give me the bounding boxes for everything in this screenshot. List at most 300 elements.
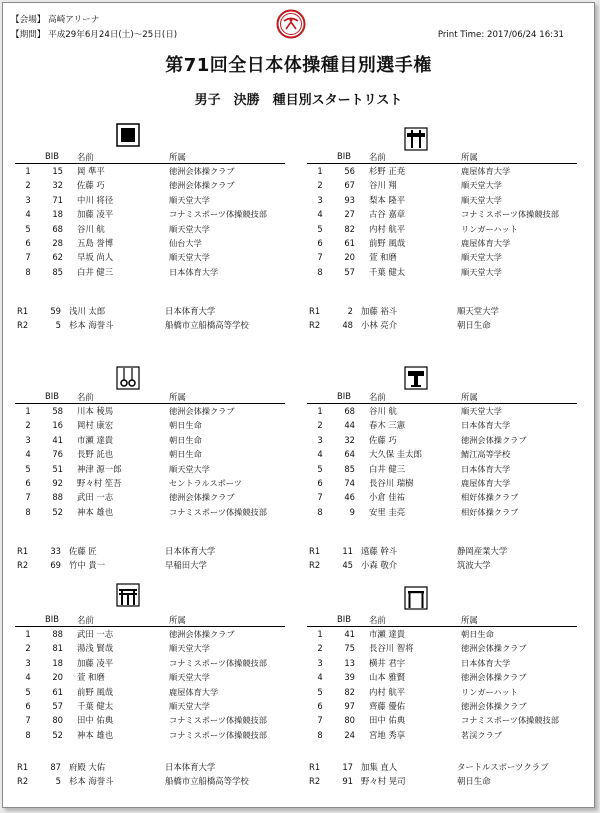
start-order: 7 — [317, 715, 323, 726]
event-block-pommel-horse — [307, 151, 577, 279]
athlete-name: 武田 一志 — [77, 629, 114, 639]
start-order: 3 — [25, 657, 31, 668]
athlete-row — [15, 685, 285, 699]
reserves-pommel-horse — [309, 304, 599, 333]
pommel-horse-icon — [404, 127, 428, 151]
athlete-name: 萱 和磨 — [369, 252, 397, 263]
athlete-name: 大久保 圭太郎 — [369, 449, 422, 460]
bib-number: 71 — [52, 194, 63, 205]
athlete-name: 加藤 裕斗 — [361, 306, 398, 316]
athlete-row — [307, 236, 577, 250]
bib-number: 87 — [50, 762, 61, 772]
start-order: 7 — [25, 492, 31, 503]
bib-number: 56 — [344, 166, 355, 176]
bib-header: BIB — [337, 614, 351, 624]
rings-icon — [116, 366, 140, 390]
athlete-name: 齊藤 優佑 — [369, 700, 406, 711]
bib-number: 82 — [344, 686, 355, 697]
athlete-name: 岡 準平 — [77, 166, 105, 176]
athlete-name: 中川 将径 — [77, 194, 114, 205]
start-order: 4 — [317, 672, 323, 683]
bib-number: 32 — [52, 180, 63, 191]
start-order: 2 — [25, 643, 31, 654]
athlete-row — [15, 433, 285, 447]
athlete-club: 鯖江高等学校 — [461, 449, 511, 460]
bib-number: 82 — [344, 223, 355, 234]
club-header: 所属 — [461, 392, 478, 402]
athlete-club: 徳洲会体操クラブ — [169, 166, 235, 176]
athlete-name: 春木 三憲 — [369, 420, 406, 431]
reserve-row — [17, 774, 307, 788]
column-header — [307, 614, 577, 627]
bib-number: 74 — [344, 477, 355, 488]
athlete-name: 佐藤 巧 — [369, 434, 397, 445]
athlete-club: リンガーハット — [461, 686, 518, 697]
athlete-club: コナミスポーツ体操競技部 — [169, 657, 267, 668]
club-header: 所属 — [169, 615, 186, 625]
start-order: 4 — [25, 672, 31, 683]
start-order: 5 — [317, 463, 323, 474]
athlete-club: 徳洲会体操クラブ — [169, 629, 235, 639]
athlete-name: 府殿 大佑 — [69, 762, 106, 772]
bib-number: 13 — [344, 657, 355, 668]
bib-number: 91 — [342, 776, 353, 787]
start-order: 5 — [317, 223, 323, 234]
bib-number: 20 — [52, 672, 63, 683]
name-header: 名前 — [369, 392, 386, 402]
athlete-name: 杉本 海誉斗 — [69, 320, 114, 331]
bib-number: 45 — [342, 560, 353, 571]
reserve-row — [309, 760, 599, 774]
name-header: 名前 — [77, 152, 94, 162]
bib-header: BIB — [337, 391, 351, 401]
athlete-name: 神本 雄也 — [77, 729, 114, 740]
start-order: 5 — [25, 686, 31, 697]
bib-number: 51 — [52, 463, 63, 474]
athlete-name: 田中 佑典 — [77, 715, 114, 726]
athlete-name: 神津 源一郎 — [77, 463, 122, 474]
start-order: 6 — [317, 700, 323, 711]
bib-number: 88 — [52, 629, 63, 639]
start-order: 3 — [25, 194, 31, 205]
athlete-club: コナミスポーツ体操競技部 — [169, 506, 267, 517]
athlete-name: 市瀬 達貴 — [77, 434, 114, 445]
athlete-row — [307, 670, 577, 684]
start-order: 7 — [317, 252, 323, 263]
bib-number: 27 — [344, 209, 355, 220]
bib-number: 57 — [344, 266, 355, 277]
athlete-club: 鹿屋体育大学 — [461, 477, 511, 488]
column-header — [15, 614, 285, 627]
reserve-row — [309, 304, 599, 318]
period-label: 【期間】 平成29年6月24日(土)～25日(日) — [11, 30, 178, 40]
athlete-club: 筑波大学 — [457, 560, 491, 571]
athlete-row — [15, 641, 285, 655]
athlete-name: 安里 圭亮 — [369, 506, 406, 517]
athlete-club: コナミスポーツ体操競技部 — [169, 209, 267, 220]
reserves-horizontal-bar — [309, 760, 599, 789]
reserve-row — [309, 558, 599, 572]
event-block-rings — [15, 391, 285, 519]
start-order: 2 — [317, 420, 323, 431]
start-order: 6 — [25, 700, 31, 711]
athlete-name: 市瀬 達貴 — [369, 629, 406, 639]
athlete-name: 竹中 貴一 — [69, 560, 106, 571]
reserves-vault — [309, 544, 599, 573]
page-subtitle: 男子 決勝 種目別スタートリスト — [194, 93, 403, 108]
athlete-club: 鹿屋体育大学 — [169, 686, 219, 697]
bib-number: 69 — [50, 560, 61, 571]
bib-header: BIB — [337, 151, 351, 161]
athlete-name: 遠藤 幹斗 — [361, 546, 398, 556]
reserve-row — [17, 318, 307, 332]
athlete-row — [15, 462, 285, 476]
athlete-name: 田中 佑典 — [369, 715, 406, 726]
athlete-row — [307, 476, 577, 490]
athlete-club: 順天堂大学 — [461, 194, 502, 205]
athlete-row — [15, 670, 285, 684]
column-header — [307, 151, 577, 164]
bib-number: 68 — [52, 223, 63, 234]
athlete-name: 五島 誉博 — [77, 237, 114, 248]
start-order: 2 — [317, 180, 323, 191]
reserves-floor — [17, 304, 307, 333]
start-order: 1 — [25, 166, 31, 176]
start-order: 7 — [25, 252, 31, 263]
athlete-club: 日本体育大学 — [165, 546, 216, 556]
athlete-row — [15, 236, 285, 250]
bib-number: 76 — [52, 449, 63, 460]
athlete-club: リンガーハット — [461, 223, 518, 234]
athlete-row — [15, 728, 285, 742]
bib-number: 2 — [347, 306, 353, 316]
athlete-name: 加集 直人 — [361, 762, 398, 772]
athlete-name: 谷川 航 — [369, 406, 397, 416]
club-header: 所属 — [169, 392, 186, 402]
bib-number: 57 — [52, 700, 63, 711]
athlete-club: 順天堂大学 — [169, 252, 210, 263]
bib-header: BIB — [45, 614, 59, 624]
federation-logo-icon — [276, 9, 306, 39]
athlete-club: 日本体育大学 — [169, 266, 219, 277]
athlete-row — [15, 404, 285, 418]
vault-icon — [404, 366, 428, 390]
start-order: 5 — [25, 223, 31, 234]
athlete-row — [15, 418, 285, 432]
start-order: 4 — [317, 209, 323, 220]
start-order: 1 — [317, 406, 323, 416]
start-order: 6 — [25, 237, 31, 248]
reserve-row — [17, 760, 307, 774]
bib-number: 61 — [344, 237, 355, 248]
athlete-row — [15, 476, 285, 490]
athlete-club: 日本体育大学 — [165, 762, 216, 772]
athlete-row — [307, 699, 577, 713]
athlete-name: 千葉 健太 — [369, 266, 406, 277]
bib-number: 68 — [344, 406, 355, 416]
athlete-name: 内村 航平 — [369, 686, 406, 697]
athlete-club: 日本体育大学 — [461, 420, 511, 431]
athlete-row — [307, 627, 577, 641]
athlete-row — [15, 265, 285, 279]
reserve-label: R1 — [17, 306, 29, 316]
bib-number: 88 — [52, 492, 63, 503]
athlete-club: 徳洲会体操クラブ — [461, 643, 527, 654]
column-header — [15, 391, 285, 404]
bib-number: 15 — [52, 166, 63, 176]
start-order: 2 — [25, 420, 31, 431]
athlete-row — [15, 222, 285, 236]
athlete-club: タートルスポーツクラブ — [457, 762, 549, 772]
reserves-parallel-bars — [17, 760, 307, 789]
athlete-club: 鹿屋体育大学 — [461, 237, 511, 248]
start-list-page — [2, 2, 595, 808]
athlete-row — [15, 207, 285, 221]
athlete-name: 山本 雅賢 — [369, 672, 406, 683]
athlete-row — [15, 490, 285, 504]
athlete-club: 朝日生命 — [457, 776, 491, 787]
athlete-club: 朝日生命 — [457, 320, 491, 331]
column-header — [15, 151, 285, 164]
athlete-club: コナミスポーツ体操競技部 — [169, 715, 267, 726]
athlete-club: 徳洲会体操クラブ — [461, 672, 527, 683]
reserve-label: R2 — [17, 320, 29, 331]
athlete-name: 佐藤 巧 — [77, 180, 105, 191]
athlete-name: 武田 一志 — [77, 492, 114, 503]
athlete-row — [15, 505, 285, 519]
bib-number: 46 — [344, 492, 355, 503]
page-title: 第71回全日本体操種目別選手権 — [165, 55, 432, 76]
athlete-club: 朝日生命 — [169, 449, 202, 460]
print-time: Print Time: 2017/06/24 16:31 — [437, 30, 564, 40]
athlete-row — [15, 713, 285, 727]
athlete-club: 順天堂大学 — [457, 306, 499, 316]
athlete-name: 谷川 航 — [77, 223, 105, 234]
horizontal-bar-icon — [404, 586, 428, 610]
event-block-parallel-bars — [15, 614, 285, 742]
start-order: 8 — [317, 729, 323, 740]
reserve-label: R2 — [309, 320, 321, 331]
start-order: 1 — [317, 629, 323, 639]
bib-number: 17 — [342, 762, 353, 772]
athlete-name: 小森 敬介 — [361, 560, 398, 571]
bib-number: 80 — [344, 715, 355, 726]
athlete-row — [307, 728, 577, 742]
start-order: 3 — [317, 434, 323, 445]
athlete-club: コナミスポーツ体操競技部 — [169, 729, 267, 740]
reserve-label: R2 — [17, 776, 29, 787]
athlete-club: 徳洲会体操クラブ — [169, 180, 235, 191]
athlete-name: 梨本 隆平 — [369, 194, 406, 205]
athlete-club: 順天堂大学 — [169, 463, 210, 474]
reserve-row — [17, 304, 307, 318]
athlete-row — [307, 404, 577, 418]
start-order: 8 — [25, 506, 31, 517]
athlete-row — [15, 656, 285, 670]
event-block-horizontal-bar — [307, 614, 577, 742]
reserves-rings — [17, 544, 307, 573]
start-order: 8 — [317, 506, 323, 517]
athlete-row — [15, 447, 285, 461]
athlete-name: 野々村 笙吾 — [77, 477, 122, 488]
athlete-name: 湯浅 賢哉 — [77, 643, 114, 654]
athlete-row — [307, 462, 577, 476]
athlete-name: 杉野 正尭 — [369, 166, 406, 176]
bib-number: 97 — [344, 700, 355, 711]
athlete-name: 野々村 晃司 — [361, 776, 406, 787]
bib-number: 52 — [52, 506, 63, 517]
reserve-label: R2 — [17, 560, 29, 571]
athlete-name: 古谷 嘉章 — [369, 209, 406, 220]
athlete-row — [15, 699, 285, 713]
bib-number: 18 — [52, 209, 63, 220]
athlete-row — [307, 713, 577, 727]
athlete-club: 順天堂大学 — [461, 252, 502, 263]
athlete-name: 佐藤 匠 — [69, 546, 97, 556]
bib-number: 67 — [344, 180, 355, 191]
athlete-name: 宮地 秀享 — [369, 729, 406, 740]
athlete-name: 前野 風哉 — [369, 237, 406, 248]
bib-number: 80 — [52, 715, 63, 726]
bib-number: 64 — [344, 449, 355, 460]
athlete-club: 順天堂大学 — [461, 180, 502, 191]
athlete-club: コナミスポーツ体操競技部 — [461, 715, 559, 726]
reserve-row — [309, 318, 599, 332]
start-order: 1 — [25, 406, 31, 416]
athlete-row — [307, 641, 577, 655]
athlete-name: 千葉 健太 — [77, 700, 114, 711]
athlete-row — [307, 418, 577, 432]
reserve-label: R1 — [17, 762, 29, 772]
bib-number: 18 — [52, 657, 63, 668]
floor-exercise-icon — [116, 123, 140, 147]
athlete-club: 順天堂大学 — [461, 266, 502, 277]
venue-label: 【会場】 高崎アリーナ — [11, 15, 100, 25]
athlete-name: 小林 亮介 — [361, 320, 398, 331]
parallel-bars-icon — [116, 583, 140, 607]
athlete-club: 朝日生命 — [169, 420, 202, 431]
bib-number: 11 — [342, 546, 353, 556]
athlete-club: 順天堂大学 — [169, 194, 210, 205]
athlete-club: 鹿屋体育大学 — [461, 166, 511, 176]
athlete-name: 前野 風哉 — [77, 686, 114, 697]
start-order: 6 — [317, 237, 323, 248]
reserve-label: R1 — [309, 306, 321, 316]
athlete-row — [307, 447, 577, 461]
start-order: 8 — [25, 729, 31, 740]
athlete-club: コナミスポーツ体操競技部 — [461, 209, 559, 220]
bib-number: 20 — [344, 252, 355, 263]
reserve-label: R1 — [309, 546, 321, 556]
athlete-row — [15, 627, 285, 641]
club-header: 所属 — [461, 615, 478, 625]
athlete-club: 朝日生命 — [169, 434, 202, 445]
athlete-club: 徳洲会体操クラブ — [169, 492, 235, 503]
athlete-row — [307, 505, 577, 519]
athlete-name: 谷川 翔 — [369, 180, 397, 191]
bib-header: BIB — [45, 391, 59, 401]
athlete-club: 日本体育大学 — [461, 657, 511, 668]
athlete-row — [307, 193, 577, 207]
athlete-name: 白井 健三 — [77, 266, 114, 277]
bib-number: 5 — [55, 320, 61, 331]
name-header: 名前 — [77, 615, 94, 625]
start-order: 3 — [25, 434, 31, 445]
athlete-row — [15, 250, 285, 264]
athlete-name: 加藤 凌平 — [77, 209, 114, 220]
reserve-row — [309, 544, 599, 558]
bib-number: 33 — [50, 546, 61, 556]
bib-number: 41 — [52, 434, 63, 445]
bib-number: 44 — [344, 420, 355, 431]
start-order: 4 — [25, 449, 31, 460]
athlete-name: 岡村 康宏 — [77, 420, 114, 431]
start-order: 3 — [317, 194, 323, 205]
athlete-club: 順天堂大学 — [169, 672, 210, 683]
athlete-name: 長谷川 智将 — [369, 643, 414, 654]
bib-number: 61 — [52, 686, 63, 697]
start-order: 8 — [25, 266, 31, 277]
athlete-name: 浅川 太郎 — [69, 306, 106, 316]
bib-number: 59 — [50, 306, 61, 316]
start-order: 6 — [317, 477, 323, 488]
reserve-row — [17, 558, 307, 572]
reserve-label: R2 — [309, 776, 321, 787]
athlete-name: 神本 雄也 — [77, 506, 114, 517]
athlete-name: 長谷川 瑞樹 — [369, 477, 414, 488]
athlete-name: 横井 君宇 — [369, 657, 406, 668]
athlete-row — [307, 207, 577, 221]
start-order: 5 — [317, 686, 323, 697]
athlete-club: 相好体操クラブ — [461, 506, 519, 517]
reserve-label: R1 — [17, 546, 29, 556]
club-header: 所属 — [169, 152, 186, 162]
athlete-club: 船橋市立船橋高等学校 — [165, 320, 249, 331]
athlete-row — [307, 222, 577, 236]
athlete-name: 白井 健三 — [369, 463, 406, 474]
start-order: 7 — [317, 492, 323, 503]
bib-number: 5 — [55, 776, 61, 787]
bib-number: 28 — [52, 237, 63, 248]
event-block-floor — [15, 151, 285, 279]
athlete-row — [307, 656, 577, 670]
start-order: 2 — [25, 180, 31, 191]
athlete-name: 川本 稜馬 — [77, 406, 114, 416]
bib-number: 24 — [344, 729, 355, 740]
athlete-club: 船橋市立船橋高等学校 — [165, 776, 249, 787]
column-header — [307, 391, 577, 404]
bib-number: 48 — [342, 320, 353, 331]
athlete-club: 順天堂大学 — [461, 406, 502, 416]
athlete-name: 萱 和磨 — [77, 672, 105, 683]
bib-number: 52 — [52, 729, 63, 740]
name-header: 名前 — [369, 615, 386, 625]
athlete-row — [307, 265, 577, 279]
athlete-club: セントラルスポーツ — [169, 477, 242, 488]
athlete-club: 順天堂大学 — [169, 700, 210, 711]
bib-number: 81 — [52, 643, 63, 654]
bib-number: 9 — [349, 506, 355, 517]
bib-number: 32 — [344, 434, 355, 445]
athlete-row — [307, 178, 577, 192]
bib-number: 58 — [52, 406, 63, 416]
athlete-name: 内村 航平 — [369, 223, 406, 234]
start-order: 4 — [25, 209, 31, 220]
start-order: 1 — [317, 166, 323, 176]
athlete-club: 静岡産業大学 — [457, 546, 508, 556]
athlete-club: 徳洲会体操クラブ — [169, 406, 235, 416]
athlete-club: 仙台大学 — [169, 237, 202, 248]
